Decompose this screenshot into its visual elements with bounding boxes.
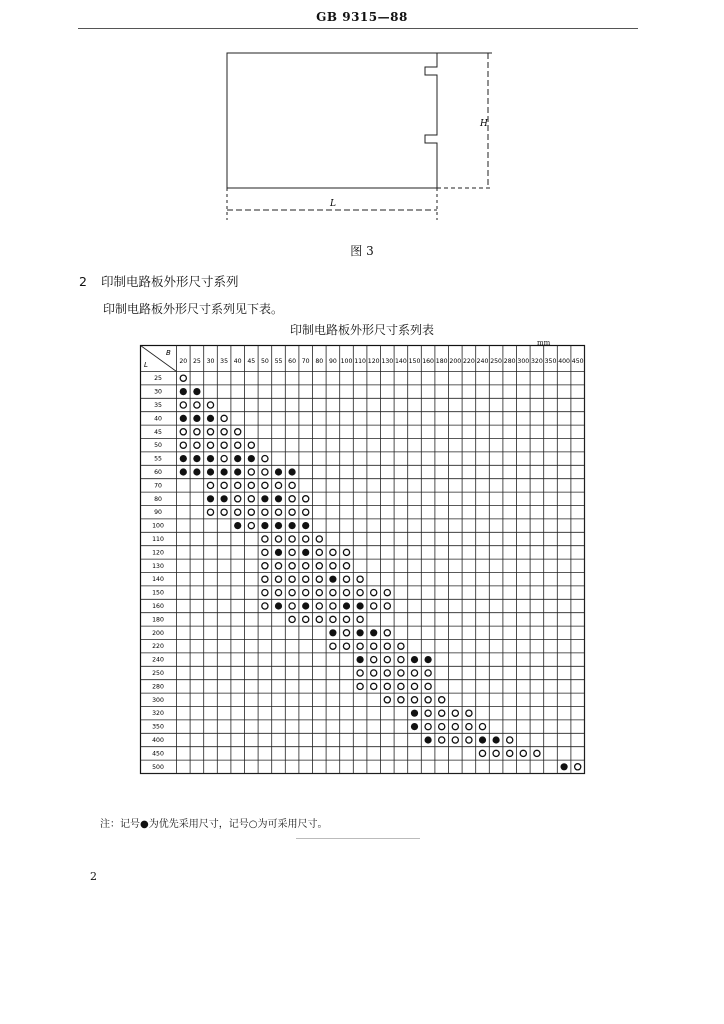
preferred-size-mark bbox=[479, 736, 486, 743]
optional-size-mark bbox=[371, 643, 377, 649]
optional-size-mark bbox=[194, 429, 200, 435]
figure-caption: 图 3 bbox=[350, 244, 374, 258]
figure-3-drawing bbox=[200, 40, 500, 230]
optional-size-mark bbox=[303, 496, 309, 502]
preferred-size-mark bbox=[343, 602, 350, 609]
table-unit: mm bbox=[537, 339, 551, 347]
preferred-size-mark bbox=[207, 468, 214, 475]
optional-size-mark bbox=[221, 429, 227, 435]
optional-size-mark bbox=[398, 697, 404, 703]
optional-size-mark bbox=[330, 590, 336, 596]
optional-size-mark bbox=[289, 549, 295, 555]
preferred-size-mark bbox=[289, 522, 296, 529]
optional-size-mark bbox=[316, 603, 322, 609]
optional-size-mark bbox=[357, 576, 363, 582]
section-title: 印制电路板外形尺寸系列 bbox=[101, 274, 239, 289]
preferred-size-mark bbox=[193, 468, 200, 475]
preferred-size-mark bbox=[357, 629, 364, 636]
preferred-size-mark bbox=[411, 656, 418, 663]
optional-size-mark bbox=[235, 509, 241, 515]
optional-size-mark bbox=[575, 764, 581, 770]
row-header-25: 25 bbox=[154, 375, 162, 383]
preferred-size-mark bbox=[275, 602, 282, 609]
col-header-130: 130 bbox=[381, 358, 394, 365]
optional-size-mark bbox=[520, 750, 526, 756]
col-header-100: 100 bbox=[340, 358, 353, 365]
optional-size-mark bbox=[357, 590, 363, 596]
col-header-400: 400 bbox=[558, 358, 571, 365]
col-header-50: 50 bbox=[260, 358, 269, 365]
row-header-120: 120 bbox=[152, 549, 164, 557]
col-header-320: 320 bbox=[530, 358, 543, 365]
preferred-size-mark bbox=[207, 415, 214, 422]
preferred-size-mark bbox=[180, 415, 187, 422]
optional-size-mark bbox=[343, 563, 349, 569]
optional-size-mark bbox=[439, 697, 445, 703]
preferred-size-mark bbox=[261, 495, 268, 502]
table-title: 印制电路板外形尺寸系列表 bbox=[289, 323, 434, 337]
optional-size-mark bbox=[275, 576, 281, 582]
optional-size-mark bbox=[371, 590, 377, 596]
optional-size-mark bbox=[316, 576, 322, 582]
row-header-140: 140 bbox=[152, 576, 164, 584]
body-paragraph: 印制电路板外形尺寸系列见下表。 bbox=[103, 302, 284, 316]
row-header-35: 35 bbox=[154, 402, 162, 409]
optional-size-mark bbox=[289, 496, 295, 502]
optional-size-mark bbox=[289, 616, 295, 622]
row-header-320: 320 bbox=[152, 710, 164, 718]
optional-size-mark bbox=[371, 683, 377, 689]
optional-size-mark bbox=[235, 429, 241, 435]
optional-size-mark bbox=[330, 616, 336, 622]
row-header-100: 100 bbox=[152, 522, 164, 530]
col-header-45: 45 bbox=[247, 358, 256, 365]
header-rule bbox=[78, 28, 638, 29]
optional-size-mark bbox=[248, 482, 254, 488]
optional-size-mark bbox=[275, 509, 281, 515]
row-header-110: 110 bbox=[152, 536, 164, 543]
optional-size-mark bbox=[180, 442, 186, 448]
optional-size-mark bbox=[303, 536, 309, 542]
optional-size-mark bbox=[452, 737, 458, 743]
optional-size-mark bbox=[262, 482, 268, 488]
preferred-size-mark bbox=[207, 455, 214, 462]
preferred-size-mark bbox=[275, 495, 282, 502]
row-header-400: 400 bbox=[152, 737, 164, 744]
optional-size-mark bbox=[425, 670, 431, 676]
optional-size-mark bbox=[262, 509, 268, 515]
row-header-50: 50 bbox=[154, 442, 162, 450]
col-header-150: 150 bbox=[408, 358, 421, 365]
optional-size-mark bbox=[507, 750, 513, 756]
optional-size-mark bbox=[221, 415, 227, 421]
preferred-size-mark bbox=[180, 455, 187, 462]
row-header-150: 150 bbox=[152, 589, 164, 597]
optional-size-mark bbox=[262, 536, 268, 542]
col-header-90: 90 bbox=[328, 358, 337, 365]
row-header-500: 500 bbox=[152, 763, 164, 771]
optional-size-mark bbox=[384, 643, 390, 649]
optional-size-mark bbox=[235, 496, 241, 502]
col-header-220: 220 bbox=[462, 358, 475, 365]
preferred-size-mark bbox=[248, 455, 255, 462]
row-header-30: 30 bbox=[154, 388, 162, 396]
preferred-size-mark bbox=[234, 455, 241, 462]
label-h: H bbox=[480, 119, 488, 129]
optional-size-mark bbox=[316, 590, 322, 596]
optional-size-mark bbox=[316, 536, 322, 542]
optional-size-mark bbox=[262, 590, 268, 596]
optional-size-mark bbox=[316, 563, 322, 569]
row-header-70: 70 bbox=[154, 482, 162, 490]
row-header-90: 90 bbox=[154, 509, 162, 517]
optional-size-mark bbox=[303, 590, 309, 596]
optional-size-mark bbox=[248, 523, 254, 529]
preferred-size-mark bbox=[221, 468, 228, 475]
optional-size-mark bbox=[248, 509, 254, 515]
preferred-size-mark bbox=[493, 736, 500, 743]
optional-size-mark bbox=[207, 429, 213, 435]
optional-size-mark bbox=[479, 724, 485, 730]
preferred-size-mark bbox=[357, 656, 364, 663]
preferred-size-mark bbox=[289, 468, 296, 475]
optional-size-mark bbox=[275, 563, 281, 569]
row-header-350: 350 bbox=[152, 723, 164, 731]
col-header-55: 55 bbox=[274, 358, 283, 365]
preferred-size-mark bbox=[180, 468, 187, 475]
preferred-size-mark bbox=[425, 656, 432, 663]
row-header-250: 250 bbox=[152, 670, 164, 677]
note-rule bbox=[296, 838, 420, 839]
optional-size-mark bbox=[425, 683, 431, 689]
optional-size-mark bbox=[439, 737, 445, 743]
optional-size-mark bbox=[289, 590, 295, 596]
optional-size-mark bbox=[384, 670, 390, 676]
optional-size-mark bbox=[207, 482, 213, 488]
col-header-200: 200 bbox=[449, 358, 462, 365]
optional-size-mark bbox=[466, 724, 472, 730]
row-header-200: 200 bbox=[152, 629, 164, 637]
col-header-30: 30 bbox=[206, 358, 215, 365]
preferred-size-mark bbox=[193, 455, 200, 462]
optional-size-mark bbox=[343, 549, 349, 555]
optional-size-mark bbox=[439, 710, 445, 716]
optional-size-mark bbox=[357, 683, 363, 689]
optional-size-mark bbox=[398, 683, 404, 689]
optional-size-mark bbox=[275, 590, 281, 596]
optional-size-mark bbox=[316, 616, 322, 622]
optional-size-mark bbox=[180, 402, 186, 408]
row-header-180: 180 bbox=[152, 616, 164, 624]
optional-size-mark bbox=[194, 442, 200, 448]
optional-size-mark bbox=[262, 469, 268, 475]
optional-size-mark bbox=[343, 576, 349, 582]
preferred-size-mark bbox=[329, 629, 336, 636]
row-header-280: 280 bbox=[152, 683, 164, 691]
optional-size-mark bbox=[235, 442, 241, 448]
col-header-20: 20 bbox=[179, 358, 188, 365]
row-header-40: 40 bbox=[154, 415, 162, 423]
col-header-140: 140 bbox=[394, 358, 407, 365]
optional-size-mark bbox=[452, 710, 458, 716]
optional-size-mark bbox=[425, 724, 431, 730]
optional-size-mark bbox=[384, 683, 390, 689]
optional-size-mark bbox=[275, 536, 281, 542]
preferred-size-mark bbox=[357, 602, 364, 609]
optional-size-mark bbox=[425, 697, 431, 703]
row-header-240: 240 bbox=[152, 656, 164, 664]
optional-size-mark bbox=[303, 576, 309, 582]
preferred-size-mark bbox=[234, 522, 241, 529]
col-header-350: 350 bbox=[544, 358, 557, 365]
optional-size-mark bbox=[371, 657, 377, 663]
section-heading bbox=[79, 272, 239, 290]
col-header-25: 25 bbox=[192, 358, 201, 365]
col-header-40: 40 bbox=[233, 358, 242, 365]
optional-size-mark bbox=[384, 630, 390, 636]
row-header-80: 80 bbox=[154, 495, 162, 503]
optional-size-mark bbox=[207, 402, 213, 408]
optional-size-mark bbox=[221, 509, 227, 515]
optional-size-mark bbox=[384, 697, 390, 703]
optional-size-mark bbox=[439, 724, 445, 730]
row-header-60: 60 bbox=[154, 469, 162, 476]
optional-size-mark bbox=[493, 750, 499, 756]
optional-size-mark bbox=[221, 456, 227, 462]
optional-size-mark bbox=[289, 563, 295, 569]
col-header-110: 110 bbox=[354, 358, 367, 365]
optional-size-mark bbox=[180, 375, 186, 381]
optional-size-mark bbox=[371, 670, 377, 676]
board-outline bbox=[227, 53, 437, 188]
preferred-size-mark bbox=[561, 763, 568, 770]
optional-size-mark bbox=[275, 482, 281, 488]
optional-size-mark bbox=[452, 724, 458, 730]
optional-size-mark bbox=[357, 616, 363, 622]
optional-size-mark bbox=[398, 657, 404, 663]
optional-size-mark bbox=[398, 670, 404, 676]
col-header-300: 300 bbox=[517, 358, 530, 365]
optional-size-mark bbox=[221, 482, 227, 488]
optional-size-mark bbox=[384, 603, 390, 609]
optional-size-mark bbox=[343, 630, 349, 636]
col-header-450: 450 bbox=[571, 358, 584, 365]
row-header-160: 160 bbox=[152, 603, 164, 610]
col-header-35: 35 bbox=[220, 358, 229, 365]
optional-size-mark bbox=[411, 670, 417, 676]
col-header-180: 180 bbox=[435, 358, 448, 365]
preferred-size-mark bbox=[329, 576, 336, 583]
optional-size-mark bbox=[289, 509, 295, 515]
optional-size-mark bbox=[262, 603, 268, 609]
preferred-size-mark bbox=[221, 495, 228, 502]
preferred-size-mark bbox=[411, 723, 418, 730]
optional-size-mark bbox=[262, 456, 268, 462]
optional-size-mark bbox=[330, 643, 336, 649]
optional-size-mark bbox=[534, 750, 540, 756]
optional-size-mark bbox=[180, 429, 186, 435]
preferred-size-mark bbox=[370, 629, 377, 636]
preferred-size-mark bbox=[207, 495, 214, 502]
preferred-size-mark bbox=[261, 522, 268, 529]
optional-size-mark bbox=[343, 590, 349, 596]
optional-size-mark bbox=[411, 683, 417, 689]
optional-size-mark bbox=[235, 482, 241, 488]
optional-size-mark bbox=[289, 603, 295, 609]
preferred-size-mark bbox=[275, 549, 282, 556]
optional-size-mark bbox=[343, 643, 349, 649]
col-header-280: 280 bbox=[503, 358, 516, 365]
optional-size-mark bbox=[207, 442, 213, 448]
preferred-size-mark bbox=[302, 549, 309, 556]
col-header-120: 120 bbox=[367, 358, 380, 365]
optional-size-mark bbox=[248, 469, 254, 475]
preferred-size-mark bbox=[193, 388, 200, 395]
optional-size-mark bbox=[371, 603, 377, 609]
row-header-55: 55 bbox=[154, 455, 162, 463]
optional-size-mark bbox=[289, 536, 295, 542]
page-number: 2 bbox=[90, 870, 97, 883]
optional-size-mark bbox=[248, 496, 254, 502]
section-number: 2 bbox=[79, 274, 87, 289]
size-series-table bbox=[140, 345, 584, 773]
optional-size-mark bbox=[221, 442, 227, 448]
col-header-70: 70 bbox=[301, 358, 310, 365]
optional-size-mark bbox=[289, 576, 295, 582]
col-header-250: 250 bbox=[490, 358, 503, 365]
optional-size-mark bbox=[357, 643, 363, 649]
optional-size-mark bbox=[303, 509, 309, 515]
optional-size-mark bbox=[425, 710, 431, 716]
optional-size-mark bbox=[194, 402, 200, 408]
optional-size-mark bbox=[466, 737, 472, 743]
preferred-size-mark bbox=[234, 468, 241, 475]
optional-size-mark bbox=[330, 563, 336, 569]
row-header-450: 450 bbox=[152, 750, 164, 758]
optional-size-mark bbox=[289, 482, 295, 488]
optional-size-mark bbox=[411, 697, 417, 703]
preferred-size-mark bbox=[275, 522, 282, 529]
table-note: 注：记号●为优先采用尺寸，记号○为可采用尺寸。 bbox=[100, 819, 328, 830]
optional-size-mark bbox=[466, 710, 472, 716]
optional-size-mark bbox=[262, 549, 268, 555]
optional-size-mark bbox=[343, 616, 349, 622]
optional-size-mark bbox=[303, 563, 309, 569]
preferred-size-mark bbox=[425, 736, 432, 743]
preferred-size-mark bbox=[275, 468, 282, 475]
optional-size-mark bbox=[316, 549, 322, 555]
optional-size-mark bbox=[507, 737, 513, 743]
optional-size-mark bbox=[207, 509, 213, 515]
col-header-80: 80 bbox=[315, 358, 324, 365]
optional-size-mark bbox=[330, 549, 336, 555]
optional-size-mark bbox=[330, 603, 336, 609]
label-l: L bbox=[330, 199, 336, 209]
preferred-size-mark bbox=[193, 415, 200, 422]
corner-label-b: B bbox=[166, 349, 171, 357]
optional-size-mark bbox=[384, 657, 390, 663]
row-header-130: 130 bbox=[152, 562, 164, 570]
preferred-size-mark bbox=[302, 602, 309, 609]
corner-label-l: L bbox=[144, 361, 148, 369]
optional-size-mark bbox=[384, 590, 390, 596]
optional-size-mark bbox=[262, 563, 268, 569]
optional-size-mark bbox=[303, 616, 309, 622]
optional-size-mark bbox=[479, 750, 485, 756]
optional-size-mark bbox=[398, 643, 404, 649]
row-header-220: 220 bbox=[152, 643, 164, 651]
col-header-60: 60 bbox=[288, 358, 297, 365]
preferred-size-mark bbox=[180, 388, 187, 395]
optional-size-mark bbox=[248, 442, 254, 448]
preferred-size-mark bbox=[302, 522, 309, 529]
optional-size-mark bbox=[262, 576, 268, 582]
col-header-160: 160 bbox=[422, 358, 435, 365]
row-header-45: 45 bbox=[154, 428, 162, 436]
row-header-300: 300 bbox=[152, 696, 164, 704]
col-header-240: 240 bbox=[476, 358, 489, 365]
optional-size-mark bbox=[357, 670, 363, 676]
page-header: GB 9315—88 bbox=[316, 10, 408, 24]
preferred-size-mark bbox=[411, 710, 418, 717]
